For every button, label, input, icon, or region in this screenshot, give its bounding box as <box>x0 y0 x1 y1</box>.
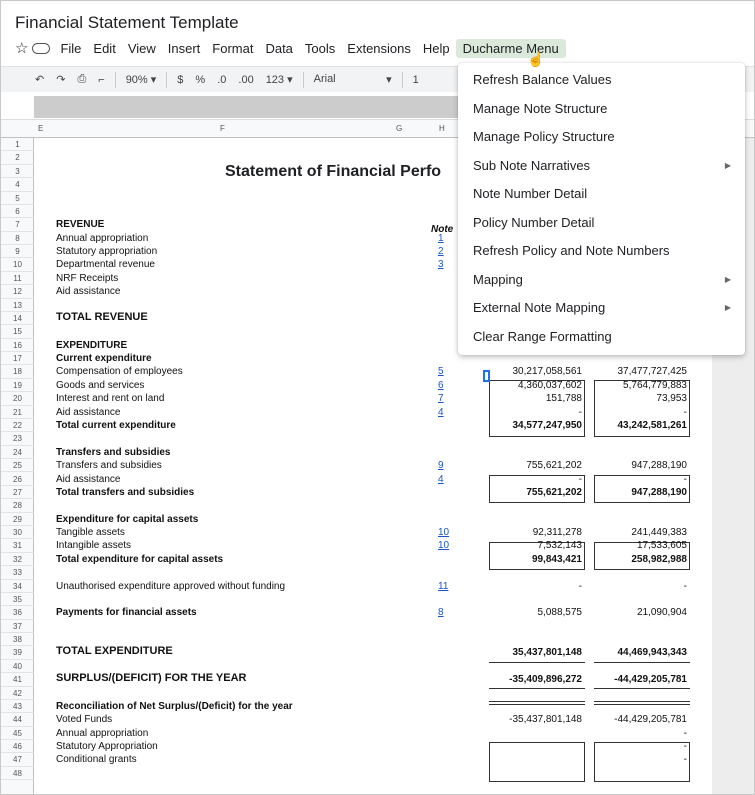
zoom-select[interactable]: 90% ▾ <box>125 74 157 86</box>
row-label[interactable]: Transfers and subsidies <box>56 446 171 458</box>
row-number[interactable]: 13 <box>1 299 34 312</box>
row-label[interactable]: Expenditure for capital assets <box>56 513 199 525</box>
more-formats-button[interactable]: 123 ▾ <box>265 74 293 86</box>
decrease-decimal-button[interactable]: .0 <box>217 73 227 86</box>
row-number[interactable]: 28 <box>1 499 34 512</box>
menu-tools[interactable]: Tools <box>304 40 336 56</box>
row-number[interactable]: 35 <box>1 593 34 606</box>
row-label[interactable]: Annual appropriation <box>56 232 149 244</box>
current-year-value[interactable]: 151,788 <box>545 393 582 405</box>
row-label[interactable]: EXPENDITURE <box>56 339 128 351</box>
dropdown-item-label: Note Number Detail <box>473 186 588 201</box>
row-number[interactable]: 23 <box>1 432 34 445</box>
cloud-icon[interactable] <box>32 43 50 54</box>
current-year-value[interactable]: 30,217,058,561 <box>512 366 582 378</box>
dropdown-item[interactable] <box>458 123 745 152</box>
current-year-value[interactable]: -35,409,896,272 <box>509 674 582 686</box>
dropdown-item[interactable] <box>458 323 745 352</box>
current-year-value[interactable]: 92,311,278 <box>532 527 582 539</box>
row-label[interactable]: Aid assistance <box>56 473 121 485</box>
note-link[interactable]: 7 <box>438 393 444 405</box>
column-header-h[interactable]: H <box>439 124 445 133</box>
note-link[interactable]: 10 <box>438 527 450 539</box>
current-year-value[interactable]: 5,088,575 <box>537 607 582 619</box>
row-label[interactable]: Departmental revenue <box>56 259 155 271</box>
row-number[interactable]: 11 <box>1 272 34 285</box>
dropdown-item-label: Sub Note Narratives <box>473 157 591 173</box>
row-number[interactable]: 27 <box>1 486 34 499</box>
surplus-double-line-cy <box>489 701 585 705</box>
row-label[interactable]: Statutory Appropriation <box>56 741 158 753</box>
dropdown-item-label: Manage Note Structure <box>473 100 608 116</box>
toolbar-divider <box>402 72 403 88</box>
current-year-value[interactable]: - <box>578 473 582 485</box>
row-number[interactable]: 45 <box>1 727 34 740</box>
dropdown-item[interactable] <box>458 66 745 95</box>
row-number[interactable]: 41 <box>1 673 34 686</box>
row-number[interactable]: 29 <box>1 513 34 526</box>
row-label[interactable]: Goods and services <box>56 379 145 391</box>
dropdown-item-label: Refresh Balance Values <box>473 72 612 87</box>
row-number[interactable]: 2 <box>1 151 34 164</box>
row-header-column <box>1 138 34 795</box>
dropdown-item-label: Manage Policy Structure <box>473 129 615 144</box>
row-number[interactable]: 25 <box>1 459 34 472</box>
percent-button[interactable]: % <box>195 73 206 86</box>
row-label[interactable]: Intangible assets <box>56 540 132 552</box>
row-label[interactable]: Total transfers and subsidies <box>56 486 195 498</box>
current-year-value[interactable]: 4,360,037,602 <box>518 379 582 391</box>
toolbar-divider <box>303 72 304 88</box>
submenu-arrow-icon: ▶ <box>724 160 731 170</box>
surplus-double-line-py <box>594 701 690 705</box>
dropdown-item[interactable] <box>458 180 745 209</box>
row-number[interactable]: 38 <box>1 633 34 646</box>
document-title[interactable]: Financial Statement Template <box>15 13 239 32</box>
row-label[interactable]: TOTAL EXPENDITURE <box>56 645 173 658</box>
current-year-value[interactable]: 7,532,143 <box>537 540 582 552</box>
row-number[interactable]: 10 <box>1 258 34 271</box>
menu-data[interactable]: Data <box>265 40 293 56</box>
row-number[interactable]: 37 <box>1 620 34 633</box>
row-number[interactable]: 46 <box>1 740 34 753</box>
row-label[interactable]: Interest and rent on land <box>56 393 165 405</box>
increase-decimal-button[interactable]: .00 <box>238 73 254 86</box>
note-link[interactable]: 6 <box>438 379 444 391</box>
row-number[interactable]: 9 <box>1 245 34 258</box>
current-year-value[interactable]: 755,621,202 <box>526 460 582 472</box>
zoom-value: 90% <box>125 74 148 86</box>
prior-year-value[interactable]: 44,469,943,343 <box>617 647 687 659</box>
row-label[interactable]: TOTAL REVENUE <box>56 310 148 323</box>
row-number[interactable]: 3 <box>1 165 34 178</box>
toolbar-divider <box>166 72 167 88</box>
row-number[interactable]: 31 <box>1 539 34 552</box>
star-icon[interactable]: ☆ <box>15 40 29 57</box>
row-label[interactable]: Conditional grants <box>56 754 137 766</box>
column-header-f[interactable]: F <box>220 124 225 133</box>
row-number[interactable]: 17 <box>1 352 34 365</box>
row-label[interactable]: Aid assistance <box>56 286 121 298</box>
submenu-arrow-icon: ▶ <box>724 274 731 284</box>
note-link[interactable]: 1 <box>438 232 444 244</box>
row-label[interactable]: Aid assistance <box>56 406 121 418</box>
column-header-e[interactable]: E <box>38 124 44 133</box>
row-number[interactable]: 15 <box>1 325 34 338</box>
prior-year-value[interactable]: - <box>683 741 687 753</box>
row-number[interactable]: 1 <box>1 138 34 151</box>
prior-year-value[interactable]: 17,533,605 <box>636 540 687 552</box>
note-link[interactable]: 11 <box>438 580 449 592</box>
ducharme-menu-dropdown <box>458 63 745 355</box>
row-number[interactable]: 33 <box>1 566 34 579</box>
row-label[interactable]: SURPLUS/(DEFICIT) FOR THE YEAR <box>56 672 247 685</box>
row-number[interactable]: 8 <box>1 232 34 245</box>
row-number[interactable]: 40 <box>1 660 34 673</box>
prior-year-value[interactable]: 241,449,383 <box>631 527 687 539</box>
row-number[interactable]: 42 <box>1 687 34 700</box>
hand-cursor-icon: ☝ <box>527 51 545 67</box>
current-year-value[interactable]: 34,577,247,950 <box>512 419 582 431</box>
note-link[interactable]: 9 <box>438 460 444 472</box>
total-line-cy <box>489 662 585 663</box>
note-link[interactable]: 5 <box>438 366 444 378</box>
row-number[interactable]: 30 <box>1 526 34 539</box>
row-label[interactable]: Transfers and subsidies <box>56 460 162 472</box>
row-number[interactable]: 16 <box>1 339 34 352</box>
prior-year-value[interactable]: 5,764,779,883 <box>623 379 687 391</box>
dropdown-item-label: Policy Number Detail <box>473 214 595 230</box>
menu-bar <box>11 38 566 58</box>
row-number[interactable]: 36 <box>1 606 34 619</box>
dropdown-item[interactable] <box>458 95 745 124</box>
dropdown-item-label: Mapping <box>473 271 523 287</box>
row-number[interactable]: 43 <box>1 700 34 713</box>
font-name: Arial <box>313 73 336 85</box>
menu-extensions[interactable]: Extensions <box>347 40 411 56</box>
row-label[interactable]: Compensation of employees <box>56 366 183 378</box>
row-number[interactable]: 5 <box>1 192 34 205</box>
surplus-top-line-cy <box>489 688 585 689</box>
prior-year-value[interactable]: -44,429,205,781 <box>614 714 687 726</box>
note-header: Note <box>431 224 454 235</box>
selected-cell[interactable] <box>483 370 490 382</box>
dropdown-item-label: External Note Mapping <box>473 300 606 315</box>
prior-year-value[interactable]: 947,288,190 <box>631 486 687 498</box>
paint-format-icon[interactable]: ⌐ <box>98 73 105 86</box>
dropdown-item[interactable] <box>458 152 745 181</box>
row-number[interactable]: 14 <box>1 312 34 325</box>
more-formats-label: 123 <box>265 74 285 86</box>
surplus-top-line-py <box>594 688 690 689</box>
current-year-value[interactable]: 755,621,202 <box>526 486 582 498</box>
prior-year-value[interactable]: - <box>683 406 687 418</box>
row-number[interactable]: 48 <box>1 767 34 780</box>
dropdown-item[interactable] <box>458 266 745 295</box>
currency-button[interactable]: $ <box>177 73 184 86</box>
prior-year-value[interactable]: 73,953 <box>656 393 687 405</box>
menu-insert[interactable]: Insert <box>167 40 201 56</box>
current-year-value[interactable]: -35,437,801,148 <box>509 714 582 726</box>
note-link[interactable]: 2 <box>438 246 444 258</box>
current-year-value[interactable]: 99,843,421 <box>531 553 582 565</box>
row-label[interactable]: Total current expenditure <box>56 419 176 431</box>
dropdown-item-label: Refresh Policy and Note Numbers <box>473 243 670 258</box>
menu-edit[interactable]: Edit <box>93 40 116 56</box>
total-line-py <box>594 662 690 663</box>
toolbar-divider <box>115 72 116 88</box>
font-select[interactable]: Arial ▾ <box>313 73 392 86</box>
row-number[interactable]: 24 <box>1 446 34 459</box>
print-icon[interactable]: ⎙ <box>77 73 87 85</box>
row-number[interactable]: 39 <box>1 646 34 659</box>
row-label[interactable]: Total expenditure for capital assets <box>56 553 224 565</box>
row-label[interactable]: Unauthorised expenditure approved without funding <box>56 580 286 592</box>
reconciliation-box-cy <box>489 742 585 782</box>
row-number[interactable]: 20 <box>1 392 34 405</box>
row-number[interactable]: 6 <box>1 205 34 218</box>
dropdown-item[interactable] <box>458 294 745 323</box>
row-number[interactable]: 19 <box>1 379 34 392</box>
row-number[interactable]: 34 <box>1 580 34 593</box>
row-number[interactable]: 4 <box>1 178 34 191</box>
submenu-arrow-icon: ▶ <box>724 303 731 312</box>
row-label[interactable]: REVENUE <box>56 219 105 231</box>
font-size-select[interactable]: 1 <box>412 73 419 86</box>
prior-year-value[interactable]: - <box>683 580 687 592</box>
row-label[interactable]: Reconciliation of Net Surplus/(Deficit) for the year <box>56 700 293 712</box>
current-year-value[interactable]: - <box>578 580 582 592</box>
prior-year-value[interactable]: - <box>683 727 687 739</box>
prior-year-value[interactable]: -44,429,205,781 <box>614 674 687 686</box>
dropdown-item-label: Clear Range Formatting <box>473 328 612 344</box>
row-number[interactable]: 47 <box>1 753 34 766</box>
prior-year-value[interactable]: 21,090,904 <box>636 607 687 619</box>
prior-year-value[interactable]: 43,242,581,261 <box>617 419 687 431</box>
row-number[interactable]: 7 <box>1 218 34 231</box>
row-number[interactable]: 12 <box>1 285 34 298</box>
column-header-g[interactable]: G <box>396 124 403 133</box>
row-number[interactable]: 26 <box>1 473 34 486</box>
row-number[interactable]: 44 <box>1 713 34 726</box>
dropdown-item[interactable] <box>458 237 745 266</box>
menu-file[interactable]: File <box>60 40 82 56</box>
menu-view[interactable]: View <box>127 40 156 56</box>
row-label[interactable]: Voted Funds <box>56 714 113 726</box>
note-link[interactable]: 4 <box>438 473 444 485</box>
prior-year-value[interactable]: 37,477,727,425 <box>617 366 687 378</box>
menu-format[interactable]: Format <box>212 40 254 56</box>
prior-year-value[interactable]: - <box>683 473 687 485</box>
dropdown-item[interactable] <box>458 209 745 238</box>
statement-title: Statement of Financial Perfo <box>225 163 442 180</box>
row-label[interactable]: Current expenditure <box>56 353 152 365</box>
note-link[interactable]: 3 <box>438 259 444 271</box>
menu-ducharme[interactable]: Ducharme Menu <box>456 39 566 58</box>
current-year-value[interactable]: - <box>578 406 582 418</box>
row-number[interactable]: 21 <box>1 406 34 419</box>
menu-help[interactable]: Help <box>422 40 450 56</box>
row-label[interactable]: NRF Receipts <box>56 272 119 284</box>
current-year-value[interactable]: 35,437,801,148 <box>512 647 582 659</box>
note-link[interactable]: 4 <box>438 406 444 418</box>
prior-year-value[interactable]: 947,288,190 <box>631 460 687 472</box>
prior-year-value[interactable]: 258,982,988 <box>631 553 687 565</box>
redo-icon[interactable]: ↷ <box>56 74 66 86</box>
row-number[interactable]: 32 <box>1 553 34 566</box>
row-label[interactable]: Tangible assets <box>56 527 125 539</box>
row-label[interactable]: Payments for financial assets <box>56 607 197 619</box>
row-label[interactable]: Statutory appropriation <box>56 246 158 258</box>
note-link[interactable]: 10 <box>438 540 450 552</box>
note-link[interactable]: 8 <box>438 607 444 619</box>
undo-icon[interactable]: ↶ <box>35 74 45 86</box>
prior-year-value[interactable]: - <box>683 754 687 766</box>
row-number[interactable]: 22 <box>1 419 34 432</box>
row-label[interactable]: Annual appropriation <box>56 727 149 739</box>
row-number[interactable]: 18 <box>1 365 34 378</box>
